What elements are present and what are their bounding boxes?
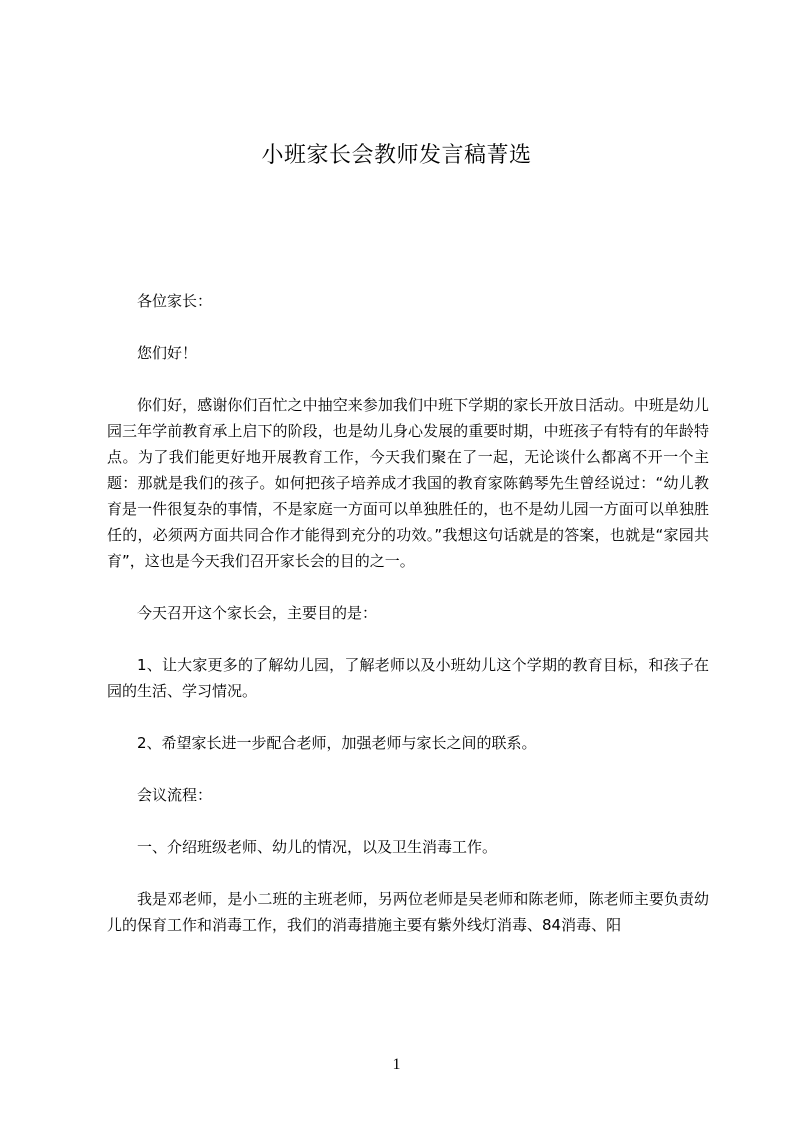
purpose-item-1: 1、让大家更多的了解幼儿园，了解老师以及小班幼儿这个学期的教育目标，和孩子在园的生活、学习情况。	[107, 656, 709, 700]
greeting: 您们好！	[137, 344, 198, 362]
document-title: 小班家长会教师发言稿菁选	[261, 143, 532, 168]
agenda-section-1: 一、介绍班级老师、幼儿的情况，以及卫生消毒工作。	[137, 838, 498, 856]
agenda-heading: 会议流程：	[137, 786, 213, 804]
intro-paragraph: 你们好，感谢你们百忙之中抽空来参加我们中班下学期的家长开放日活动。中班是幼儿园三年学前教育承上启下的阶段，也是幼儿身心发展的重要时期，中班孩子有特有的年龄特点。为了我们能更好地开展教育工作，今天我们聚在了一起，无论谈什么都离不开一个主题：那就是我们的孩子。如何把孩子培养成才我国的教育家陈鹤琴先生曾经说过：“幼儿教育是一件很复杂的事情，不是家庭一方面可以单独胜任的，也不是幼儿园一方面可以单独胜任的，必须两方面共同合作才能得到充分的功效。”我想这句话就是的答案，也就是“家园共育”，这也是今天我们召开家长会的目的之一。	[107, 396, 709, 570]
purpose-heading: 今天召开这个家长会，主要目的是：	[137, 604, 378, 622]
teacher-intro-paragraph: 我是邓老师，是小二班的主班老师，另两位老师是吴老师和陈老师，陈老师主要负责幼儿的保育工作和消毒工作，我们的消毒措施主要有紫外线灯消毒、84消毒、阳	[107, 890, 709, 934]
salutation: 各位家长：	[137, 292, 213, 310]
purpose-item-2: 2、希望家长进一步配合老师，加强老师与家长之间的联系。	[137, 734, 537, 752]
page-number: 1	[392, 1056, 401, 1073]
document-body	[107, 288, 709, 964]
